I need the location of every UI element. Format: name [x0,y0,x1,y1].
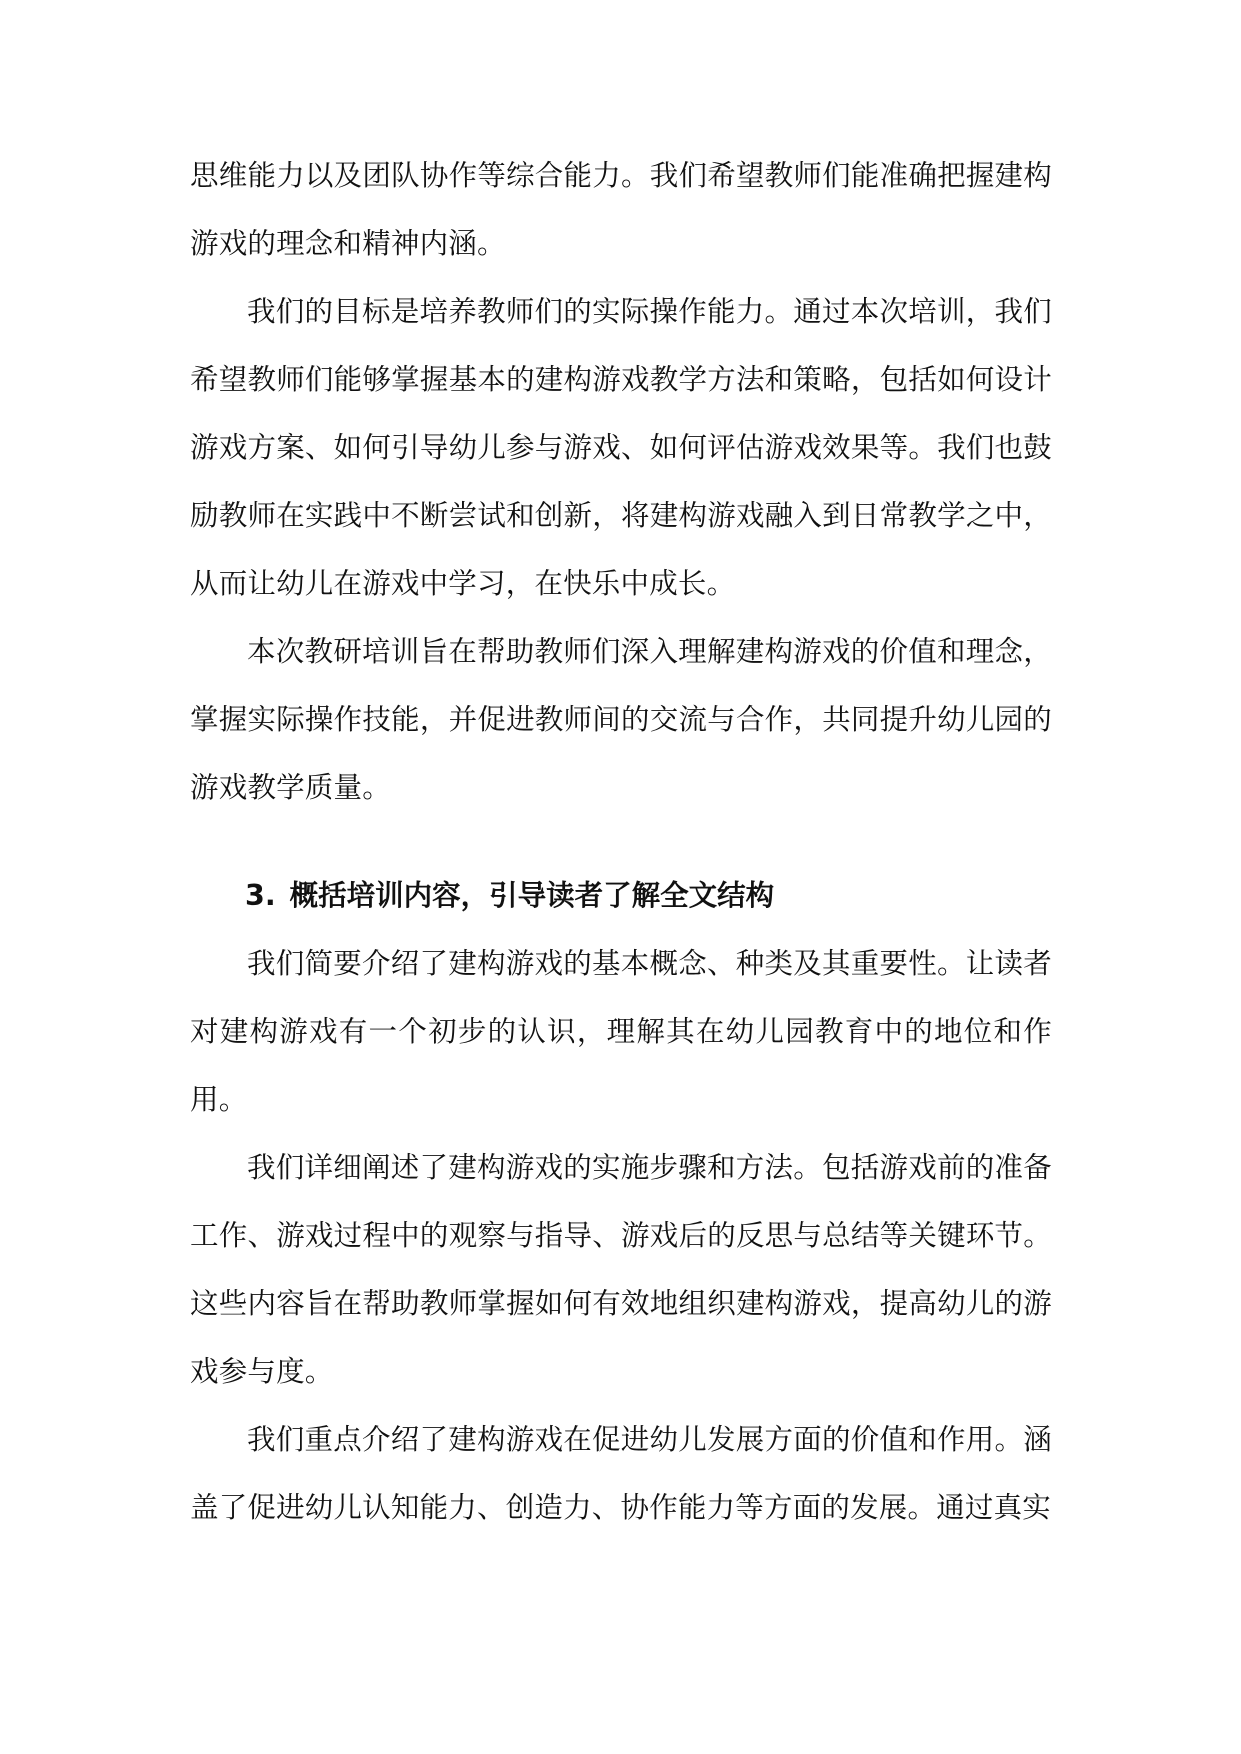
document-body [190,142,1052,1542]
section-heading [190,862,1052,930]
section-number: 3. [245,879,276,912]
paragraph-training-goal: 我们的目标是培养教师们的实际操作能力。通过本次培训，我们希望教师们能够掌握基本的建构游戏教学方法和策略，包括如何设计游戏方案、如何引导幼儿参与游戏、如何评估游戏效果等。我们也鼓励教师在实践中不断尝试和创新，将建构游戏融入到日常教学之中，从而让幼儿在游戏中学习，在快乐中成长。 [190,295,1052,600]
section-title: 概括培训内容，引导读者了解全文结构 [289,879,775,912]
paragraph-training-purpose: 本次教研培训旨在帮助教师们深入理解建构游戏的价值和理念，掌握实际操作技能，并促进教师间的交流与合作，共同提升幼儿园的游戏教学质量。 [190,635,1052,804]
paragraph-basic-concepts: 我们简要介绍了建构游戏的基本概念、种类及其重要性。让读者对建构游戏有一个初步的认识，理解其在幼儿园教育中的地位和作用。 [190,947,1052,1116]
paragraph-implementation-steps: 我们详细阐述了建构游戏的实施步骤和方法。包括游戏前的准备工作、游戏过程中的观察与指导、游戏后的反思与总结等关键环节。这些内容旨在帮助教师掌握如何有效地组织建构游戏，提高幼儿的游戏参与度。 [190,1151,1052,1388]
paragraph-development-value: 我们重点介绍了建构游戏在促进幼儿发展方面的价值和作用。涵盖了促进幼儿认知能力、创造力、协作能力等方面的发展。通过真实 [190,1423,1052,1524]
paragraph-continuation: 思维能力以及团队协作等综合能力。我们希望教师们能准确把握建构游戏的理念和精神内涵。 [190,159,1052,260]
